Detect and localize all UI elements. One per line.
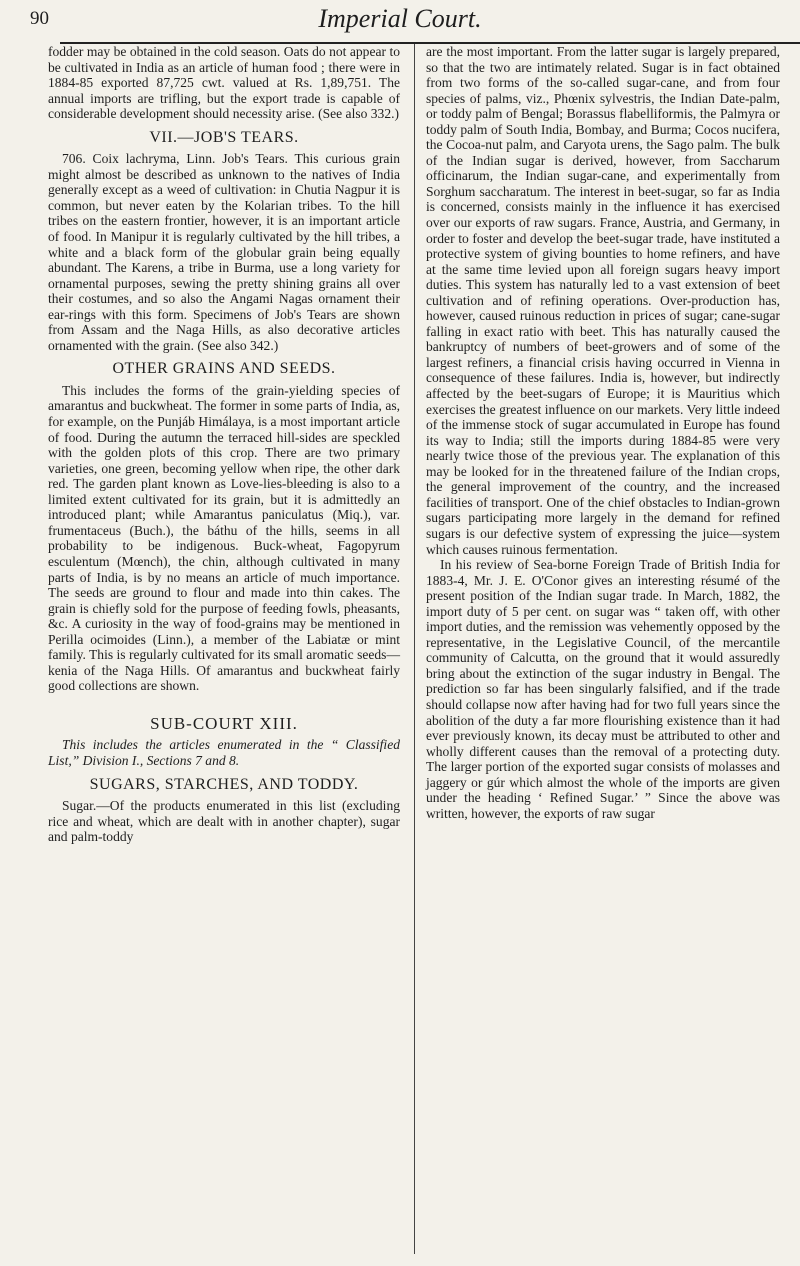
section-heading-sugars: SUGARS, STARCHES, AND TODDY. bbox=[89, 775, 359, 793]
running-title: Imperial Court. bbox=[318, 4, 482, 33]
column-divider bbox=[414, 44, 415, 1254]
paragraph-sugar-sources: are the most important. From the latter sugar is largely prepared, so that the two are intimately related. Sugar is in fact obtained from two forms of the so-called sugar-cane, and from four species of palms, viz., Phœnix sylvestris, the Indian Date-palm, or toddy palm of Bengal; Borassus flabelliformis, the Palmyra or toddy palm of South India, Bombay, and Burma; Cocos nucifera, the Cocoa-nut palm, and Caryota urens, the Sago palm. The bulk of the Indian sugar is derived, however, from Saccharum officinarum, the Indian sugar-cane, and experimentally from Sorghum saccharatum. The interest in beet-sugar, so far as India is concerned, consists mainly in the influence it has exercised over our exports of raw sugars. France, Austria, and Germany, in order to foster and develop the beet-sugar trade, have instituted a protective system of giving bounties to home refiners, and have at the same time levied upon all foreign sugars heavy import duties. This system has naturally led to a vast extension of beet cultivation and of refining operations. Over-production has, however, caused ruinous reduction in prices of sugar; cane-sugar falling in exact ratio with beet. This has naturally caused the bankruptcy of numbers of beet-growers and of some of the largest refiners, a financial crisis having occurred in Vienna in consequence of these failures. India is, however, but indirectly affected by the beet-sugars of Europe; it is Mauritius which exercises the greatest influence on our markets. Very little indeed of the immense stock of sugar accumulated in Europe has found its way to India; still the imports during 1884-85 were very nearly twice those of the previous year. The explanation of this may be looked for in the threatened failure of the Indian crops, the general improvement of the country, and the increased facilities of transport. One of the chief obstacles to Indian-grown sugars participating more largely in the demand for refined sugars is our defective system of expressing the juice—system which causes ruinous fermentation. bbox=[426, 44, 780, 557]
page-number: 90 bbox=[30, 8, 49, 29]
paragraph-sugar-trade-review: In his review of Sea-borne Foreign Trade of British India for 1883-4, Mr. J. E. O'Conor gives an interesting résumé of the present position of the Indian sugar trade. In March, 1882, the import duty of 5 per cent. on sugar was “ taken off, with other import duties, and the remission was vehemently opposed by the representative, in the Legislative Council, of the mercantile community of Calcutta, on the ground that it would assuredly bring about the extinction of the sugar industry in Bengal. The prediction so far has been singularly falsified, and if the trade should collapse now after having had for two full years since the abolition of the duty a far more flourishing existence than it had ever previously known, its decay must be attributed to other and wholly different causes than the removal of a protecting duty. The larger portion of the exported sugar consists of molasses and jaggery or gúr which almost the whole of the imports are given under the heading ‘ Refined Sugar.’ ” Since the above was written, however, the exports of raw sugar bbox=[426, 557, 780, 821]
paragraph-sugar-intro: Sugar.—Of the products enumerated in this list (excluding rice and wheat, which are dealt with in another chapter), sugar and palm-toddy bbox=[48, 798, 400, 845]
section-heading-sub-court: SUB-COURT XIII. bbox=[150, 713, 298, 733]
section-heading-jobs-tears: VII.—JOB'S TEARS. bbox=[149, 128, 299, 146]
paragraph-other-grains: This includes the forms of the grain-yielding species of amarantus and buckwheat. The former in some parts of India, as, for example, on the Punjáb Himálaya, is a most important article of food. During the autumn the terraced hill-sides are speckled with the golden plots of this crop. There are two primary varieties, one green, becoming yellow when ripe, the other dark red. The garden plant known as Love-lies-bleeding is also to a limited extent cultivated for its grain, but it is admittedly an introduced plant; while Amarantus paniculatus (Miq.), var. frumentaceus (Buch.), the báthu of the hills, seems in all probability to be indigenous. Buck-wheat, Fagopyrum esculentum (Mœnch), the chin, although cultivated in many parts of India, is by no means an article of much importance. The seeds are ground to flour and made into thin cakes. The grain is chiefly sold for the purpose of feeding fowls, pheasants, &c. A curiosity in the way of food-grains may be mentioned in Perilla ocimoides (Linn.), a member of the Labiatæ or mint family. This is regularly cultivated for its small aromatic seeds—kenia of the Naga Hills. Of amarantus and buckwheat fairly good collections are shown. bbox=[48, 382, 400, 694]
paragraph-oats-fodder: fodder may be obtained in the cold season. Oats do not appear to be cultivated in India as an article of human food ; there were in 1884-85 exported 87,725 cwt. valued at Rs. 1,89,751. The annual imports are trifling, but the export trade is capable of considerable development should necessity arise. (See also 332.) bbox=[48, 44, 400, 122]
right-column bbox=[426, 44, 780, 821]
section-heading-other-grains: OTHER GRAINS AND SEEDS. bbox=[112, 360, 336, 378]
classification-note: This includes the articles enumerated in the “ Classified List,” Division I., Sections 7 and 8. bbox=[48, 737, 400, 768]
paragraph-706-coix-lachryma: 706. Coix lachryma, Linn. Job's Tears. This curious grain might almost be described as unknown to the natives of India generally except as a weed of cultivation: in Chutia Nagpur it is common, but never eaten by the Kolarian tribes. To the hill tribes on the eastern frontier, however, it is an important article of food. In Manipur it is regularly cultivated by the hill tribes, a white and a black form of the globular grain being equally abundant. The Karens, a tribe in Burma, use a long variety for ornamental purposes, sewing the pretty shining grains all over their costumes, and so also the Angami Nagas ornament their ear-rings with this form. Specimens of Job's Tears are shown from Assam and the Naga Hills, as also decorative articles ornamented with the grain. (See also 342.) bbox=[48, 151, 400, 353]
left-column bbox=[48, 44, 400, 845]
